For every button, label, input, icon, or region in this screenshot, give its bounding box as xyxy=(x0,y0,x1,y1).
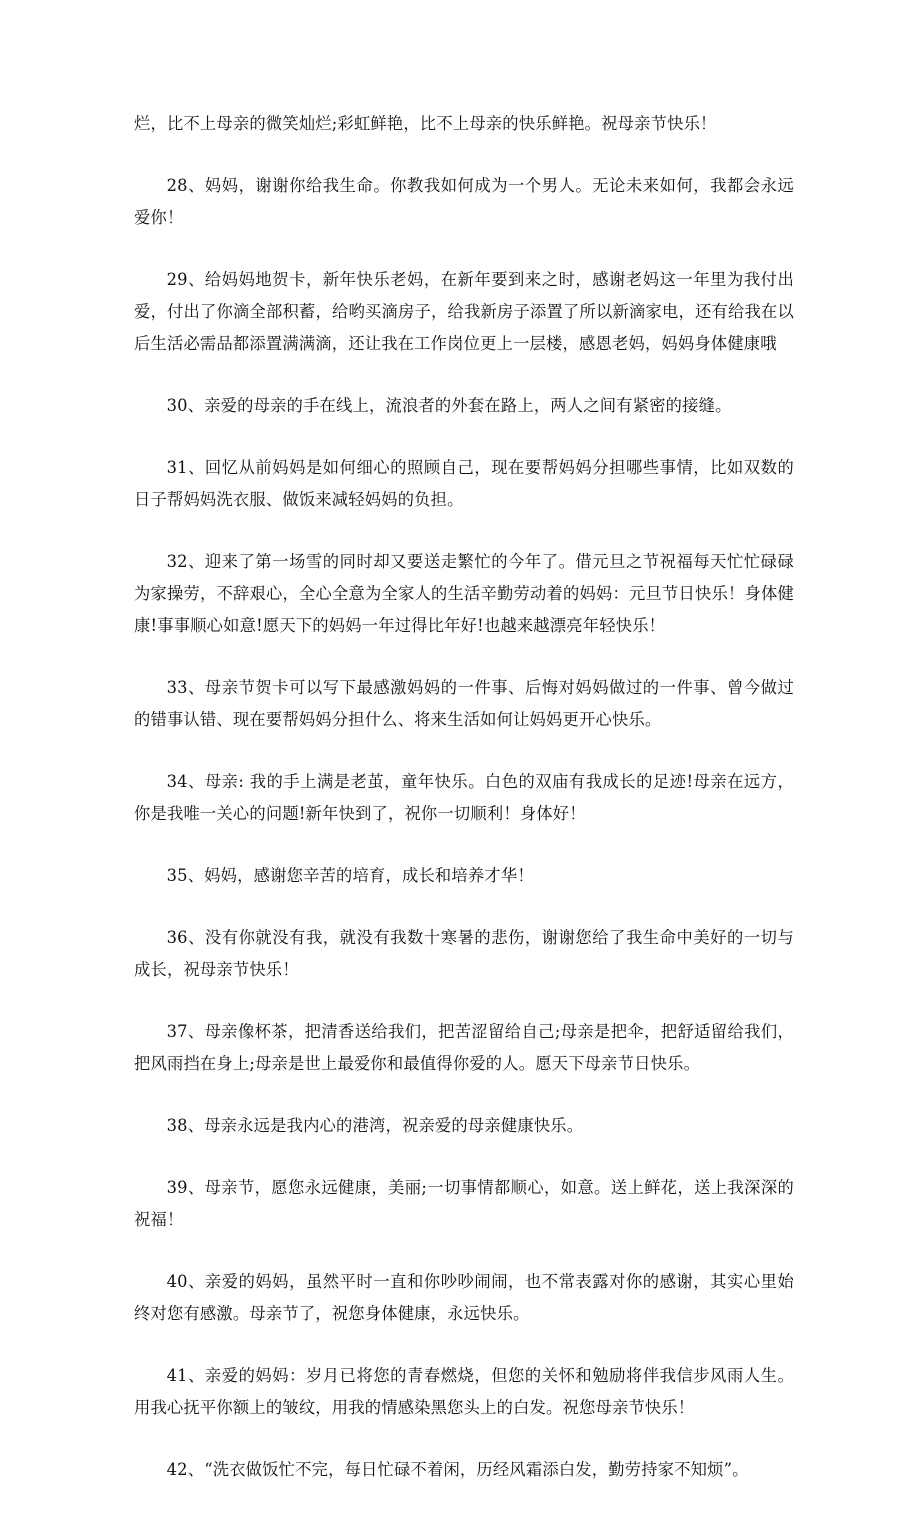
paragraph-40: 40、亲爱的妈妈，虽然平时一直和你吵吵闹闹，也不常表露对你的感谢，其实心里始终对您有感激。母亲节了，祝您身体健康，永远快乐。 xyxy=(134,1272,794,1323)
paragraph-continuation: 烂，比不上母亲的微笑灿烂;彩虹鲜艳，比不上母亲的快乐鲜艳。祝母亲节快乐！ xyxy=(134,114,717,133)
paragraph-39: 39、母亲节，愿您永远健康，美丽;一切事情都顺心，如意。送上鲜花，送上我深深的祝福！ xyxy=(134,1178,794,1229)
paragraph-42: 42、“洗衣做饭忙不完，每日忙碌不着闲，历经风霜添白发，勤劳持家不知烦”。 xyxy=(166,1460,749,1479)
paragraph-34: 34、母亲: 我的手上满是老茧，童年快乐。白色的双庙有我成长的足迹!母亲在远方，你是我唯一关心的问题!新年快到了，祝你一切顺利！身体好！ xyxy=(134,772,794,823)
paragraph-29: 29、给妈妈地贺卡，新年快乐老妈，在新年要到来之时，感谢老妈这一年里为我付出爱，付出了你滴全部积蓄，给哟买滴房子，给我新房子添置了所以新滴家电，还有给我在以后生活必需品都添置满满滴，还让我在工作岗位更上一层楼，感恩老妈，妈妈身体健康哦 xyxy=(134,270,794,353)
paragraph-30: 30、亲爱的母亲的手在线上，流浪者的外套在路上，两人之间有紧密的接缝。 xyxy=(166,396,732,415)
paragraph-37: 37、母亲像杯茶，把清香送给我们，把苦涩留给自己;母亲是把伞，把舒适留给我们，把风雨挡在身上;母亲是世上最爱你和最值得你爱的人。愿天下母亲节日快乐。 xyxy=(134,1022,794,1073)
document-body xyxy=(134,108,794,1516)
paragraph-31: 31、回忆从前妈妈是如何细心的照顾自己，现在要帮妈妈分担哪些事情，比如双数的日子帮妈妈洗衣服、做饭来减轻妈妈的负担。 xyxy=(134,458,794,509)
paragraph-33: 33、母亲节贺卡可以写下最感激妈妈的一件事、后悔对妈妈做过的一件事、曾今做过的错事认错、现在要帮妈妈分担什么、将来生活如何让妈妈更开心快乐。 xyxy=(134,678,794,729)
paragraph-36: 36、没有你就没有我，就没有我数十寒暑的悲伤，谢谢您给了我生命中美好的一切与成长，祝母亲节快乐！ xyxy=(134,928,794,979)
paragraph-38: 38、母亲永远是我内心的港湾，祝亲爱的母亲健康快乐。 xyxy=(166,1116,584,1135)
paragraph-35: 35、妈妈，感谢您辛苦的培育，成长和培养才华！ xyxy=(166,866,534,885)
paragraph-28: 28、妈妈，谢谢你给我生命。你教我如何成为一个男人。无论未来如何，我都会永远爱你！ xyxy=(134,176,794,227)
paragraph-41: 41、亲爱的妈妈：岁月已将您的青春燃烧，但您的关怀和勉励将伴我信步风雨人生。用我心抚平你额上的皱纹，用我的情感染黑您头上的白发。祝您母亲节快乐！ xyxy=(134,1366,794,1417)
paragraph-32: 32、迎来了第一场雪的同时却又要送走繁忙的今年了。借元旦之节祝福每天忙忙碌碌为家操劳，不辞艰心，全心全意为全家人的生活辛勤劳动着的妈妈：元旦节日快乐！身体健康!事事顺心如意!愿天下的妈妈一年过得比年好!也越来越漂亮年轻快乐！ xyxy=(134,552,794,635)
